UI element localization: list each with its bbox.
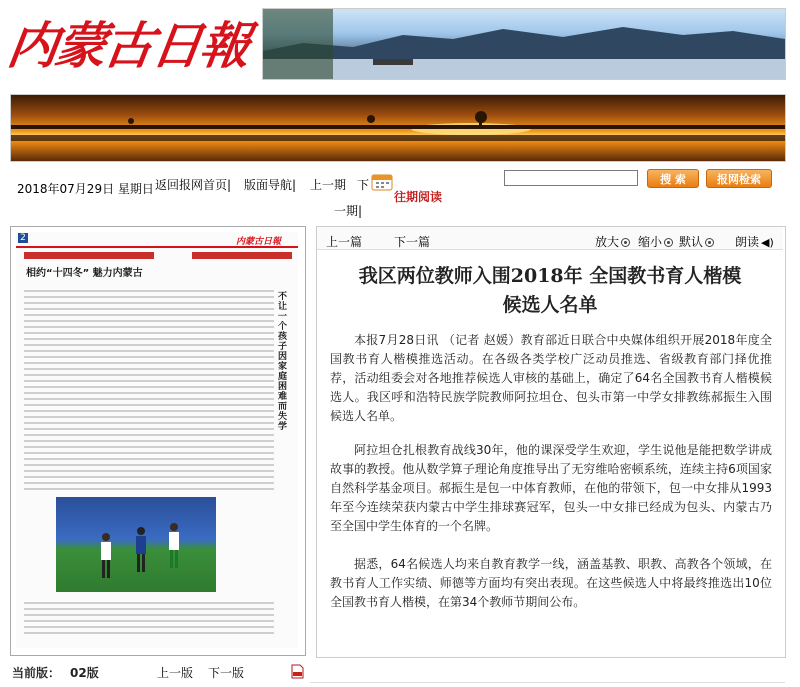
text-line [24, 314, 274, 316]
read-aloud-button[interactable] [735, 233, 774, 250]
zoom-in-label: 放大 [595, 235, 620, 249]
football-photo[interactable] [56, 497, 216, 592]
zoom-out-button[interactable] [638, 233, 673, 250]
newspaper-logo[interactable] [3, 6, 256, 86]
page-number-badge: 2 [18, 233, 28, 243]
players-illustration [56, 497, 216, 592]
text-line [24, 398, 274, 400]
next-issue-link-start[interactable]: 下 [357, 178, 370, 192]
lake-mountain-illustration [263, 9, 785, 79]
banner-sunset-image [10, 94, 786, 162]
thumb-side-headline: 不让一个孩子因家庭困难而失学 [278, 292, 288, 432]
zoom-default-label: 默认 [679, 235, 704, 249]
pdf-icon[interactable] [291, 664, 304, 679]
text-line [24, 452, 274, 454]
text-line [24, 422, 274, 424]
prev-article-link[interactable]: 上一篇 [326, 235, 363, 249]
search-button[interactable]: 搜 索 [647, 169, 699, 188]
text-line [24, 434, 274, 436]
text-line [24, 362, 274, 364]
text-line [24, 470, 274, 472]
text-line [24, 602, 274, 604]
red-bar [24, 252, 154, 259]
page-logo: 内蒙古日報 [236, 237, 282, 247]
text-line [24, 458, 274, 460]
page-masthead [16, 232, 298, 248]
text-line [24, 476, 274, 478]
text-line [24, 296, 274, 298]
text-line [24, 614, 274, 616]
search-input[interactable] [504, 170, 638, 186]
thumb-headline: 相约“十四冬” 魅力内蒙古 [26, 268, 143, 279]
text-line [24, 338, 274, 340]
text-line [24, 428, 274, 430]
text-line [24, 368, 274, 370]
article-title-line-2: 候选人名单 [502, 294, 598, 316]
home-link[interactable]: 返回报网首页| [155, 178, 232, 192]
archive-link[interactable]: 往期阅读 [394, 190, 443, 204]
text-line [24, 332, 274, 334]
read-aloud-label: 朗读 [735, 235, 760, 249]
text-line [24, 344, 274, 346]
text-line [24, 326, 274, 328]
current-page-value: 02版 [70, 666, 99, 680]
calendar-icon[interactable] [371, 173, 393, 191]
speaker-icon: ◀) [761, 236, 774, 249]
text-line [24, 386, 274, 388]
calendar-icon-graphic [371, 173, 393, 191]
text-line [24, 488, 274, 490]
pdf-icon-graphic [291, 664, 304, 679]
advanced-search-button[interactable]: 报网检索 [706, 169, 772, 188]
issue-date: 2018年07月29日 星期日 [17, 182, 154, 196]
radio-icon [621, 238, 630, 247]
layout-nav-link[interactable]: 版面导航| [244, 178, 297, 192]
next-page-link[interactable]: 下一版 [208, 666, 245, 680]
article-paragraph-1: 本报7月28日讯 （记者 赵媛）教育部近日联合中央媒体组织开展2018年度全国教书育人楷模推选活动。在各级各类学校广泛动员推选、省级教育部门择优推荐，活动组委会对各地推荐候选人审核的基础上，确定了64名全国教书育人楷模候选人。我区呼和浩特民族学院教师阿拉坦仓、包头市第一中学女排教练郝振生入围候选人名单。 [330, 333, 772, 423]
text-line [24, 482, 274, 484]
text-line [24, 380, 274, 382]
text-line [24, 464, 274, 466]
prev-issue-link[interactable]: 上一期 [310, 178, 347, 192]
text-line [24, 620, 274, 622]
page-image[interactable] [16, 232, 298, 648]
banner-landscape-image [262, 8, 786, 80]
next-issue-link[interactable]: 一期| [334, 204, 363, 218]
sunset-wetland-illustration [11, 95, 785, 161]
radio-icon [664, 238, 673, 247]
bottom-divider [310, 682, 785, 683]
text-line [24, 410, 274, 412]
text-line [24, 290, 274, 292]
next-article-link[interactable]: 下一篇 [394, 235, 431, 249]
text-line [24, 392, 274, 394]
text-line [24, 626, 274, 628]
text-line [24, 404, 274, 406]
zoom-in-button[interactable] [595, 233, 630, 250]
article-title [320, 262, 780, 320]
zoom-out-label: 缩小 [638, 235, 663, 249]
text-line [24, 320, 274, 322]
home-link-label: 返回报网首页 [155, 178, 228, 192]
article-paragraph-3: 据悉，64名候选人均来自教育教学一线，涵盖基教、职教、高教各个领域，在教书育人工作实绩、师德等方面均有突出表现。在这些候选人中将最终推选出10位全国教书育人楷模，在第34个教师节期间公布。 [330, 557, 772, 609]
text-line [24, 374, 274, 376]
text-line [24, 302, 274, 304]
text-line [24, 308, 274, 310]
text-line [24, 356, 274, 358]
current-page-label: 当前版： [12, 666, 61, 680]
red-bar-right [192, 252, 292, 259]
radio-icon [705, 238, 714, 247]
prev-page-link[interactable]: 上一版 [157, 666, 194, 680]
article-paragraph-2: 阿拉坦仓扎根教育战线30年，他的课深受学生欢迎，学生说他是能把数学讲成故事的教授。他从数学算子理论角度推导出了无穷维哈密顿系统，连续主持6项国家自然科学基金项目。郝振生是包一中体育教师，在他的带领下，包一中女排从1993年至今连续荣获内蒙古中学生排球赛冠军，包头一中女排已经成为包头、内蒙古乃至全国中学生体育的一个名牌。 [330, 443, 772, 533]
next-issue-label: 一期 [334, 204, 359, 218]
text-line [24, 440, 274, 442]
logo-text: 内蒙古日報 [3, 16, 253, 75]
layout-nav-label: 版面导航 [244, 178, 293, 192]
zoom-default-button[interactable] [679, 233, 714, 250]
text-line [24, 632, 274, 634]
text-line [24, 350, 274, 352]
article-title-line-1: 我区两位教师入围2018年 全国教书育人楷模 [358, 265, 742, 287]
text-line [24, 608, 274, 610]
text-line [24, 416, 274, 418]
newspaper-page-thumbnail[interactable] [10, 226, 306, 656]
text-line [24, 446, 274, 448]
